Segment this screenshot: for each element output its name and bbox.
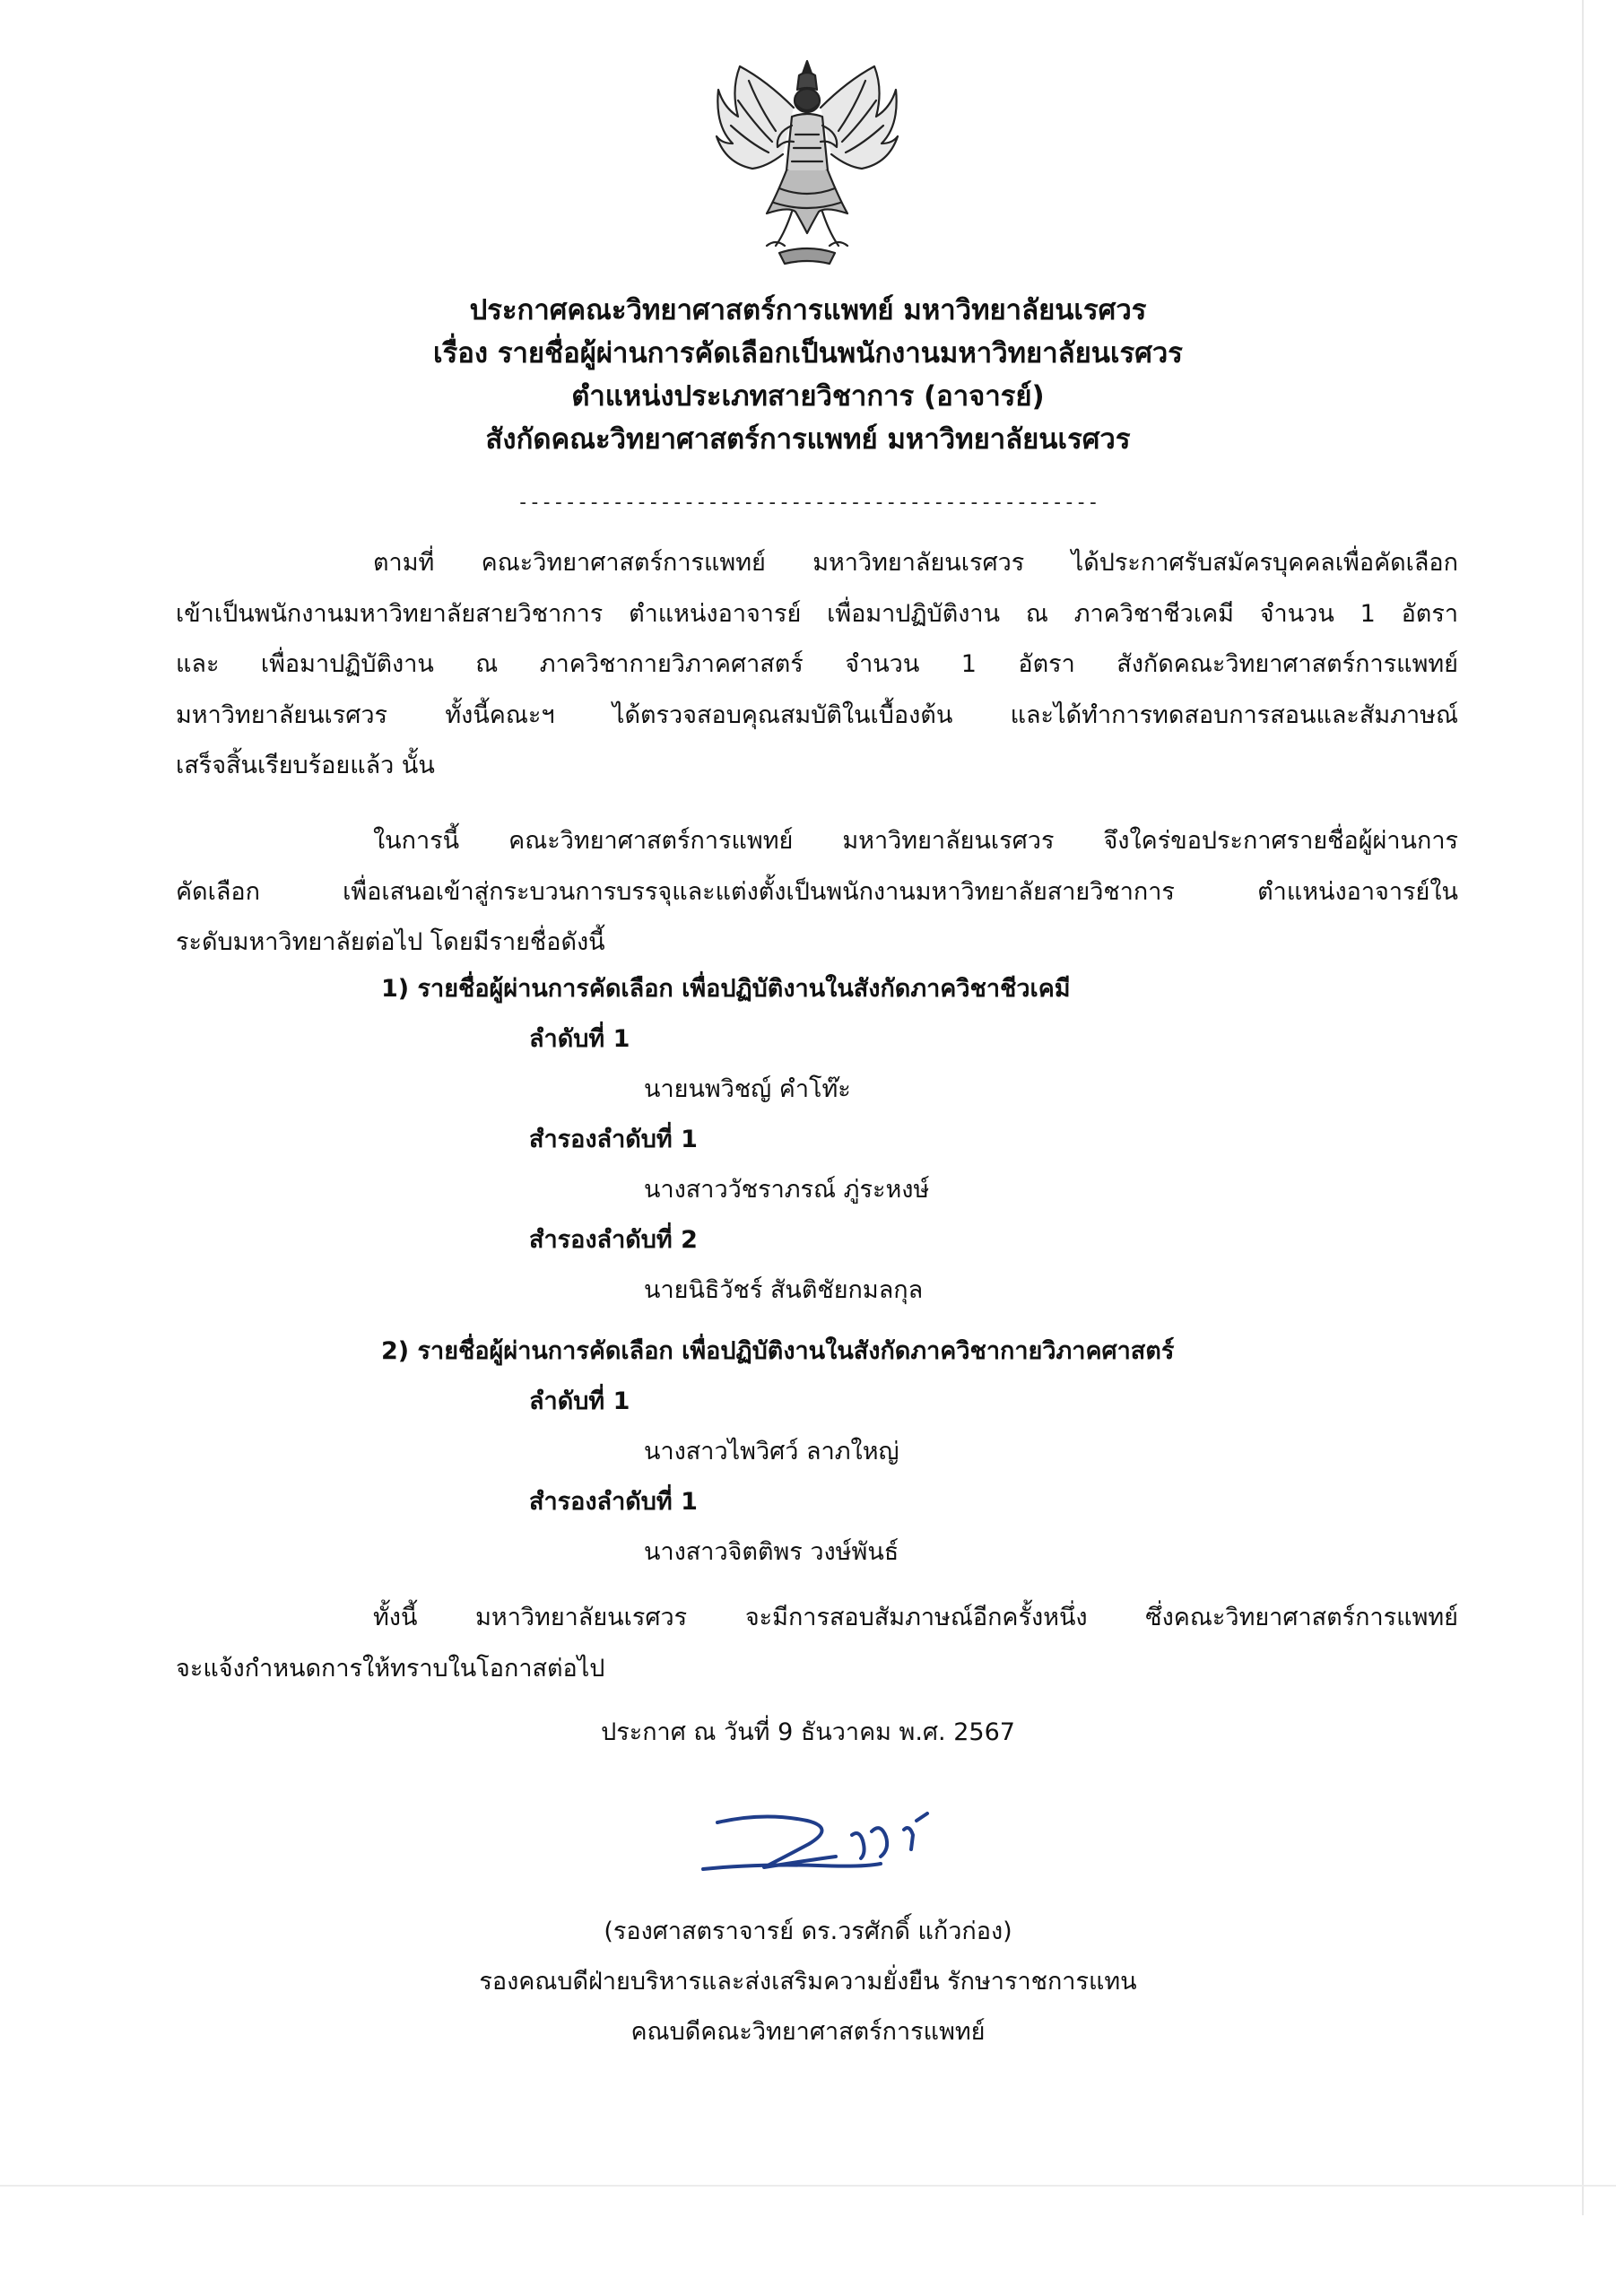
paragraph-line: จะแจ้งกำหนดการให้ทราบในโอกาสต่อไป (176, 1654, 605, 1683)
section-2-rank-name: นางสาวไพวิศว์ ลาภใหญ่ (644, 1438, 899, 1465)
garuda-emblem-icon (713, 54, 901, 269)
announcement-date: ประกาศ ณ วันที่ 9 ธันวาคม พ.ศ. 2567 (601, 1718, 1015, 1746)
section-2-heading: 2) รายชื่อผู้ผ่านการคัดเลือก เพื่อปฏิบัติงานในสังกัดภาควิชากายวิภาคศาสตร์ (381, 1337, 1175, 1365)
section-1-alt2-name: นายนิธิวัชร์ สันติชัยกมลกุล (644, 1276, 924, 1304)
section-1-rank-label: ลำดับที่ 1 (529, 1025, 630, 1053)
paragraph-line: และ เพื่อมาปฏิบัติงาน ณ ภาควิชากายวิภาคศาสตร์ จำนวน 1 อัตรา สังกัดคณะวิทยาศาสตร์การแพทย์ (176, 650, 1458, 678)
paragraph-closing (176, 1593, 1458, 1694)
section-1-alt1-label: สำรองลำดับที่ 1 (529, 1126, 698, 1153)
section-2-alt1-label: สำรองลำดับที่ 1 (529, 1488, 698, 1516)
paragraph-line: ตามที่ คณะวิทยาศาสตร์การแพทย์ มหาวิทยาลัยนเรศวร ได้ประกาศรับสมัครบุคคลเพื่อคัดเลือก (373, 549, 1458, 577)
paragraph-line: คัดเลือก เพื่อเสนอเข้าสู่กระบวนการบรรจุและแต่งตั้งเป็นพนักงานมหาวิทยาลัยสายวิชาการ ตำแหน่งอาจารย์ใน (176, 877, 1458, 906)
signatory-position: รองคณบดีฝ่ายบริหารและส่งเสริมความยั่งยืน รักษาราชการแทน (479, 1968, 1137, 1996)
section-2-rank-label: ลำดับที่ 1 (529, 1387, 630, 1415)
section-1-heading: 1) รายชื่อผู้ผ่านการคัดเลือก เพื่อปฏิบัติงานในสังกัดภาควิชาชีวเคมี (381, 975, 1071, 1003)
scan-fold-line (0, 2185, 1616, 2187)
paragraph-line: ในการนี้ คณะวิทยาศาสตร์การแพทย์ มหาวิทยาลัยนเรศวร จึงใคร่ขอประกาศรายชื่อผู้ผ่านการ (373, 827, 1458, 855)
announcement-header (0, 289, 1616, 461)
header-affiliation: สังกัดคณะวิทยาศาสตร์การแพทย์ มหาวิทยาลัยนเรศวร (485, 423, 1131, 456)
paragraph-line: ทั้งนี้ มหาวิทยาลัยนเรศวร จะมีการสอบสัมภาษณ์อีกครั้งหนึ่ง ซึ่งคณะวิทยาศาสตร์การแพทย์ (373, 1604, 1458, 1631)
section-1-rank-name: นายนพวิชญ์ คำโท๊ะ (644, 1075, 851, 1103)
section-2-alt1-name: นางสาวจิตติพร วงษ์พันธ์ (644, 1538, 899, 1566)
section-1-alt1-name: นางสาววัชราภรณ์ ภู่ระหงษ์ (644, 1176, 930, 1204)
paragraph-announcement (176, 816, 1458, 969)
paragraph-line: ระดับมหาวิทยาลัยต่อไป โดยมีรายชื่อดังนี้ (176, 928, 605, 956)
paragraph-line: มหาวิทยาลัยนเรศวร ทั้งนี้คณะฯ ได้ตรวจสอบคุณสมบัติในเบื้องต้น และได้ทำการทดสอบการสอนและสัมภาษณ์ (176, 700, 1458, 729)
section-1-alt2-label: สำรองลำดับที่ 2 (529, 1226, 698, 1254)
paragraph-line: เข้าเป็นพนักงานมหาวิทยาลัยสายวิชาการ ตำแหน่งอาจารย์ เพื่อมาปฏิบัติงาน ณ ภาควิชาชีวเคมี จำนวน 1 อัตรา (176, 599, 1458, 628)
signatory-name: (รองศาสตราจารย์ ดร.วรศักดิ์ แก้วก่อง) (604, 1918, 1012, 1945)
header-position: ตำแหน่งประเภทสายวิชาการ (อาจารย์) (571, 380, 1045, 413)
signatory-position-dean: คณบดีคณะวิทยาศาสตร์การแพทย์ (630, 2018, 986, 2046)
header-divider: ------------------------------------------------- (517, 491, 1099, 514)
header-subject: เรื่อง รายชื่อผู้ผ่านการคัดเลือกเป็นพนักงานมหาวิทยาลัยนเรศวร (433, 337, 1183, 370)
paragraph-intro (176, 538, 1458, 792)
header-title: ประกาศคณะวิทยาศาสตร์การแพทย์ มหาวิทยาลัยนเรศวร (469, 294, 1147, 326)
signature-mark (701, 1805, 948, 1881)
paragraph-line: เสร็จสิ้นเรียบร้อยแล้ว นั้น (176, 752, 435, 779)
